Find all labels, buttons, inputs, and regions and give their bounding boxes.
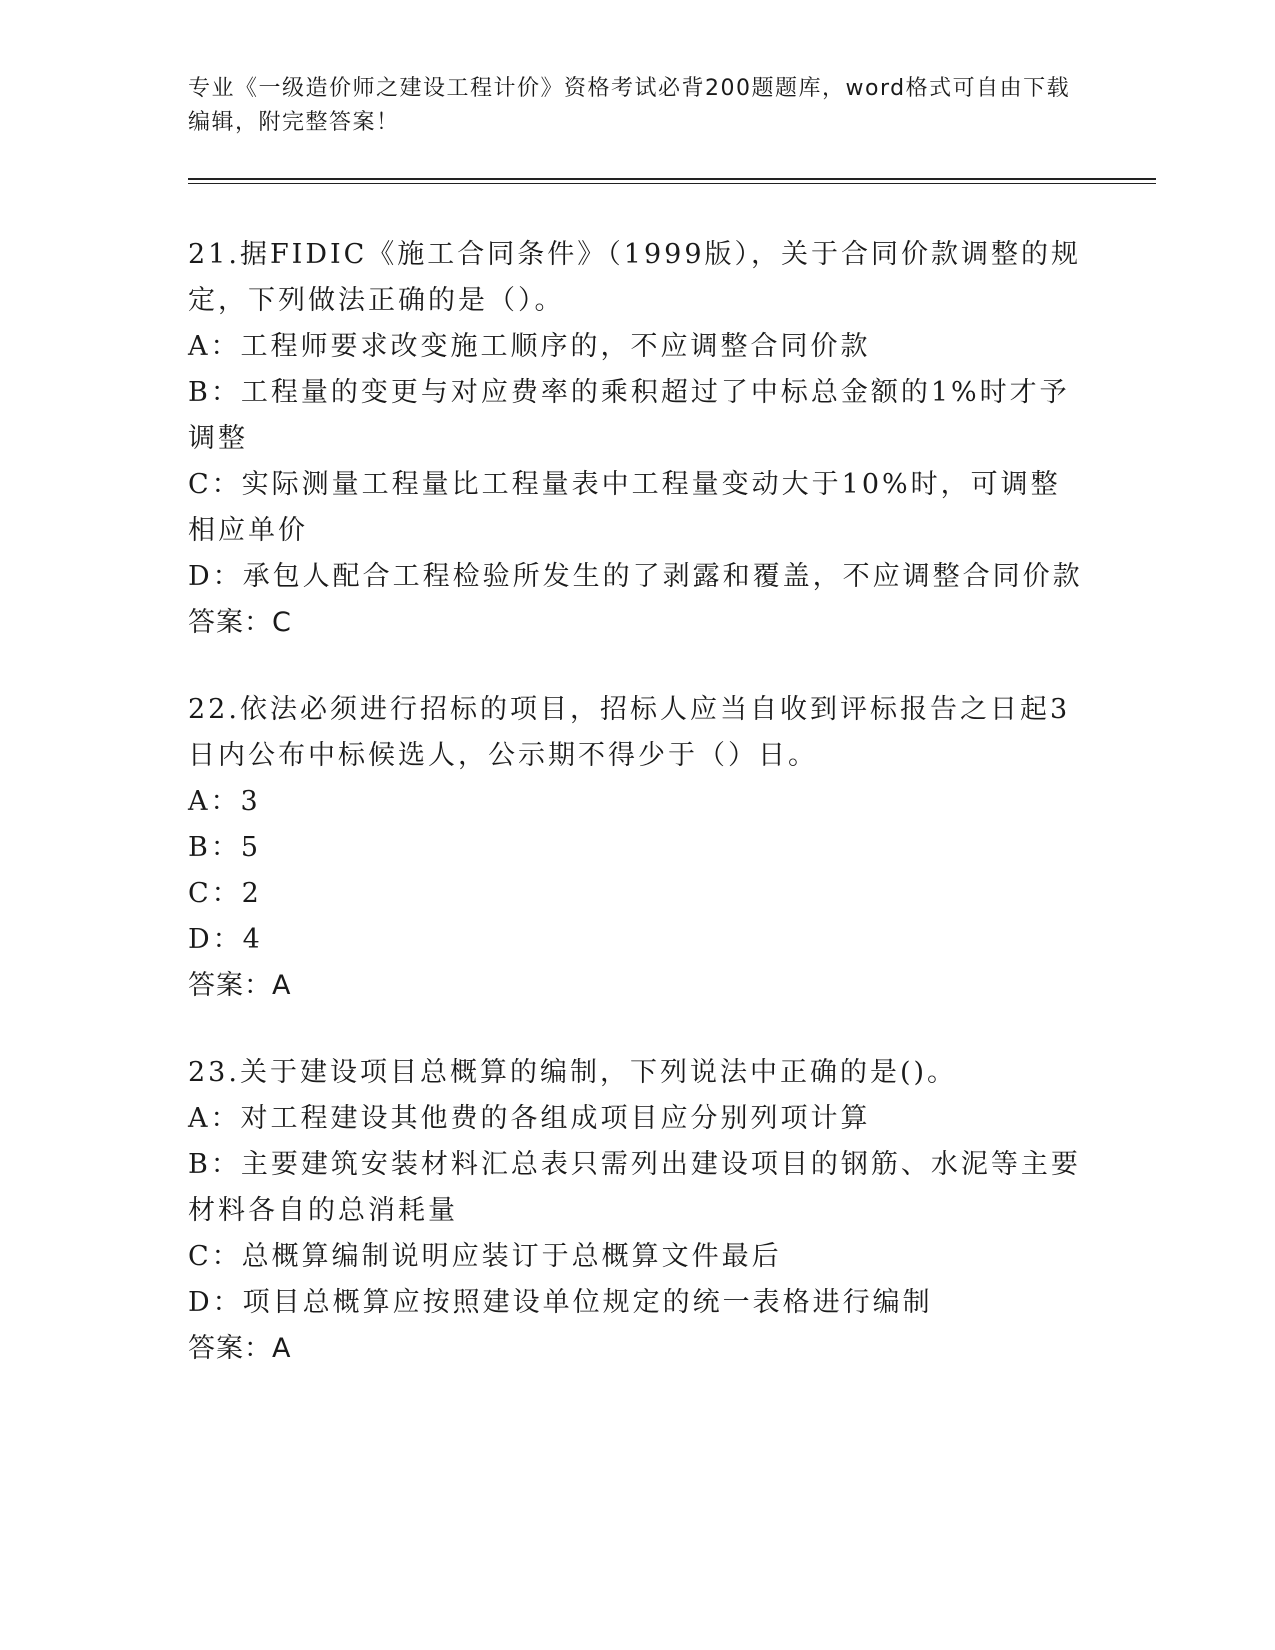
question-stem: 23.关于建设项目总概算的编制，下列说法中正确的是()。 — [188, 1057, 958, 1088]
option-c: C：总概算编制说明应装订于总概算文件最后 — [188, 1241, 782, 1272]
answer-label: 答案：A — [188, 970, 292, 1001]
option-b: B：5 — [188, 832, 262, 863]
option-d: D：项目总概算应按照建设单位规定的统一表格进行编制 — [188, 1287, 933, 1318]
question-list — [188, 232, 1088, 1413]
question-stem: 21.据FIDIC《施工合同条件》（1999版），关于合同价款调整的规定，下列做法正确的是（）。 — [188, 239, 1082, 316]
option-a: A：3 — [188, 786, 261, 817]
option-b: B：主要建筑安装材料汇总表只需列出建设项目的钢筋、水泥等主要材料各自的总消耗量 — [188, 1149, 1081, 1226]
question-23 — [188, 1050, 1088, 1372]
question-21 — [188, 232, 1088, 646]
option-d: D：4 — [188, 924, 263, 955]
option-a: A：工程师要求改变施工顺序的，不应调整合同价款 — [188, 331, 871, 362]
question-stem: 22.依法必须进行招标的项目，招标人应当自收到评标报告之日起3日内公布中标候选人，公示期不得少于（）日。 — [188, 694, 1071, 771]
header-divider-thick — [188, 178, 1156, 180]
option-c: C：实际测量工程量比工程量表中工程量变动大于10%时，可调整相应单价 — [188, 469, 1061, 546]
option-b: B：工程量的变更与对应费率的乘积超过了中标总金额的1%时才予调整 — [188, 377, 1070, 454]
question-22 — [188, 687, 1088, 1009]
answer-label: 答案：A — [188, 1333, 292, 1364]
header-divider-thin — [188, 183, 1156, 184]
document-header: 专业《一级造价师之建设工程计价》资格考试必背200题题库，word格式可自由下载编辑，附完整答案！ — [188, 76, 1071, 135]
option-c: C：2 — [188, 878, 262, 909]
answer-label: 答案：C — [188, 607, 292, 638]
option-d: D：承包人配合工程检验所发生的了剥露和覆盖，不应调整合同价款 — [188, 561, 1083, 592]
option-a: A：对工程建设其他费的各组成项目应分别列项计算 — [188, 1103, 871, 1134]
